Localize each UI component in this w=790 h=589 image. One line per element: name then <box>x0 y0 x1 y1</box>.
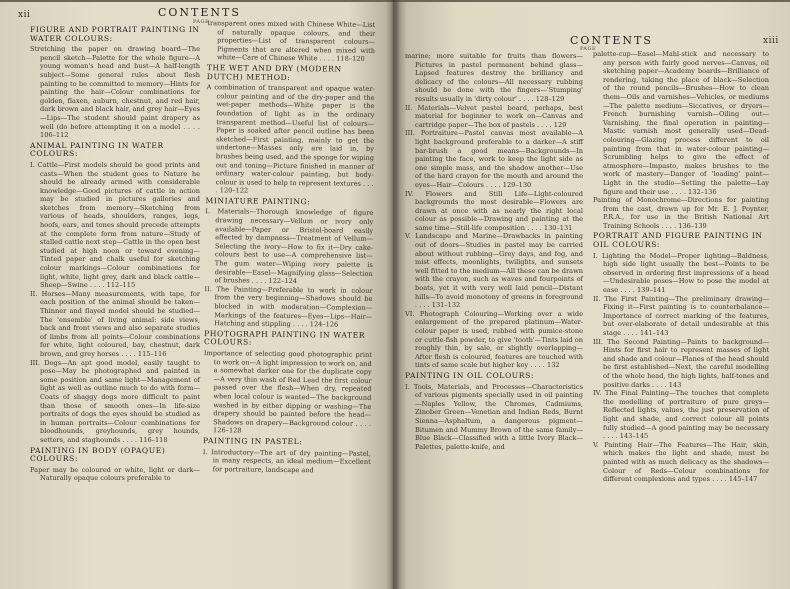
contents-entry: II. Materials—Velvet pastel board, perhaps, best material for beginner to work on—Canvas and cartridge paper—The box of pastels . . . . 129 <box>405 103 583 129</box>
book-spine <box>386 0 400 589</box>
section-heading: FIGURE AND PORTRAIT PAINTING IN WATER COLOURS: <box>30 25 200 43</box>
contents-entry: Importance of selecting good photographic print to work on—A light impression to work on, and a somewhat darker one for the duplicate copy—A very thin wash of Red Lead the first colour passed over the flesh—When dry, repeated when local colour is wanted—The background washed in by either dipping or washing—The drapery should be painted before the head—Shadows on drapery—Background colour . . . . 126–128 <box>203 349 372 435</box>
left-column-1 <box>30 24 200 483</box>
section-heading: PAINTING IN BODY (OPAQUE) COLOURS: <box>30 445 166 464</box>
contents-entry: II. Horses—Many measurements, with tape, for each position of the animal should be taken—Thinner and flayed model should be studied—The 'ensemble' of living animal: side views, back and front views and also separate studies of limbs from all points—Colour combinations for white, light coloured, bay, chestnut, dark brown, and grey horses . . . . 115–116 <box>30 289 200 358</box>
contents-entry: palette-cup—Easel—Mahl-stick and necessary to any person with fairly good nerves—Canvas, oil sketching paper—Academy boards—Brilliance of rendering, taking the place of black—Selection of the round pencils—Brushes—How to clean them—Oils and varnishes—Vehicles, or mediums—The palette medium—Siccatives, or dryers—French burnishing varnish—Oiling out—Varnishing, the final operation in painting—Mastic varnish most generally used—Dead-colouring—Glazing process different to oil painting from that in water-colour painting—Scrumbling helps to give the effect of atmosphere—Impasto, makes brushes to the work of mastery—Danger of 'loading' paint—Light in the studio—Setting the palette—Lay figure and their use . . . . 132–136 <box>593 50 769 196</box>
contents-entry: Paper may be coloured or white, light or dark—Naturally opaque colours preferable to <box>30 465 200 483</box>
contents-entry: Stretching the paper on drawing board—The pencil sketch—Palette for the whole figure—A young woman's head and bust—A half-length subject—Some general rules about flesh painting to be committed to memory—Hints for painting the hair—Colour combinations for golden, flaxen, auburn, chestnut, and red hair, dark brown and black hair, and grey hair—Eyes—Lips—The student should paint drapery as well (do before attempting it on a model . . . . 106–112 <box>30 45 200 140</box>
section-heading: MINIATURE PAINTING: <box>205 195 311 207</box>
right-column-1 <box>405 52 583 451</box>
contents-entry: marine; more suitable for fruits than flowers—Pictures in pastel permanent behind glass—Lapsed features destroy the brilliancy and delicacy of the colours—All necessary rubbing should be done with the fingers—'Stumping' results usually in 'dirty colour' . . . . 128–129 <box>405 52 583 103</box>
contents-entry: IV. The Final Painting—The touches that complete the modelling of portraiture of pure greys—Reflected lights, values, the just preservation of light and shade, and correct colour all points fully studied—A good painting may be necessary . . . . 143–145 <box>593 389 769 441</box>
right-column-2 <box>593 50 769 484</box>
contents-entry: V. Painting Hair—The Features—The Hair, skin, which makes the light and shade, must be painted with as much delicacy as the shadows—Colour of Reds—Colour combinations for different complexions and types . . . . 145–147 <box>593 440 769 484</box>
contents-entry: I. Tools, Materials, and Processes—Characteristics of various pigments specially used in oil painting—Naples Yellow, the Chromes, Cadmiums, Zinober Green—Venetian and Indian Reds, Burnt Sienna—Asphaltum, a dangerous pigment—Bitumen and Mummy Brown of the same family—Blue Black—Classified with a little Ivory Black—Palettes, palette-knife, and <box>405 382 583 451</box>
contents-entry: Painting of Monochrome—Directions for painting from the cast, drawn up for Mr. E. J. Poynter, P.R.A., for use in the British National Art Training Schools . . . . 136–139 <box>593 196 769 230</box>
right-page-number: xiii <box>763 36 779 46</box>
contents-entry: IV. Flowers and Still Life—Light-coloured backgrounds the most desirable—Flowers are drawn at once with as nearly the right local colour as possible—Drawing and painting at the same time—Still-life composition . . . . 130–131 <box>405 189 583 232</box>
contents-entry: VI. Photograph Colouring—Working over a wide enlargement of the prepared platinum—Water-colour paper is used, rubbed with pumice-stone or cuttle-fish powder, to give 'tooth'—Tints laid on roughly thin, by sale, or slightly overlapping—After flesh is coloured, features are touched with tints of same scale but higher key . . . . 132 <box>405 309 583 370</box>
contents-entry: I. Lighting the Model—Proper lighting—Baldness, high side light usually the best—Points to be observed in ordering first impressions of a head—Undesirable poses—How to pose the model at ease . . . . 139–141 <box>593 251 769 295</box>
section-heading: PORTRAIT AND FIGURE PAINTING IN OIL COLOURS: <box>593 231 763 250</box>
right-running-head: CONTENTS <box>570 34 653 47</box>
contents-entry: III. Portraiture—Pastel canvas most available—A light background preferable to a darker—A stiff bar-brush a good means—Backgrounds—In painting the face, work to keep the light side as one simple mass, and the shadow another—Use of the hard crayon for the mouth and around the eyes—Hair—Colours . . . . 129–130 <box>405 129 583 189</box>
contents-entry: A combination of transparent and opaque water-colour painting and of the dry-paper and the wet-paper methods—White paper is the foundation of light as in the ordinary transparent method—Useful list of colours—Paper is soaked after pencil outline has been sketched—First painting, mainly to get the undertone—Masses only are laid in, by brushes being used, and the sponge for wiping out and toning—Picture finished in manner of ordinary water-colour painting, but body-colour is used to help to represent textures . . . . 120–122 <box>206 83 375 195</box>
contents-entry: I. Materials—Thorough knowledge of figure drawing necessary—Vellum or ivory only available—Paper or Bristol-board easily affected by dampness—Treatment of Vellum—Selecting the ivory—How to fix it—Dry cake-colours best to use—A comprehensive list—The gum water—Wiping ivory palette is desirable—Easel—Magnifying glass—Selection of brushes . . . . 122–124 <box>205 207 374 286</box>
section-heading: PAINTING IN OIL COLOURS: <box>405 370 535 380</box>
left-page-number: xii <box>18 10 31 20</box>
right-page-label-1: PAGE <box>580 46 597 52</box>
contents-entry: I. Introductory—The art of dry painting—Pastel, in many respects, an ideal medium—Excellent for portraiture, landscape and <box>202 447 371 474</box>
section-heading: PAINTING IN PASTEL: <box>202 436 303 447</box>
contents-entry: V. Landscape and Marine—Drawbacks in painting out of doors—Studies in pastel may be carried about without rubbing—Grey days, and fog, and mist effects, moonlights, twilights, and sunsets well fitted to the medium—All these can be drawn with the crayon, such as waves and fourpoints of boats, yet it with very well laid pencil—Distant hills—To avoid monotony of greens in foreground . . . . 131–132 <box>405 232 583 310</box>
section-heading: THE WET AND DRY (MODERN DUTCH) METHOD: <box>206 63 342 82</box>
section-heading: ANIMAL PAINTING IN WATER COLOURS: <box>30 140 164 159</box>
contents-entry: III. The Second Painting—Paints to background—Hints for first hair to represent masses of light and shade and colour—Planes of the head should be first established—Next, the careful modelling of the whole head, the high lights, half-tones and positive darks . . . . 143 <box>593 337 769 389</box>
contents-entry: II. The First Painting—The preliminary drawing—Fixing it—First painting is to counterbalance—Importance of correct marking of the features, but over-elaborate of detail undesirable at this stage . . . . 141–143 <box>593 294 769 337</box>
contents-entry: III. Dogs—An apt good model, easily taught to pose—May be photographed and painted in some position and same light—Management of light as well as outline much to do with form—Coats of shaggy dogs more difficult to paint than those of smooth ones—In life-size portraits of dogs the eyes should be studied as in human portraits—Colour combinations for bloodhounds, greyhounds, grey hounds, setters, and staghounds . . . . 116–118 <box>30 358 200 444</box>
contents-entry: transparent ones mixed with Chinese White—List of naturally opaque colours, and their properties—List of transparent colours—Pigments that are altered when mixed with white—Care of Chinese White . . . . 118–120 <box>207 19 376 64</box>
left-page-label: PAGE <box>193 19 210 25</box>
section-heading: PHOTOGRAPH PAINTING IN WATER COLOURS: <box>203 328 366 347</box>
left-running-head: CONTENTS <box>158 6 241 19</box>
contents-entry: II. The Painting—Preferable to work in colour from the very beginning—Shadows should be blocked in with moderation—Complexion—Markings of the features—Eyes—Lips—Hair—Hatching and stippling . . . . 124–126 <box>204 284 373 329</box>
contents-entry: I. Cattle—First models should be good prints and casts—When the student goes to Nature he should be already armed with considerable knowledge—Good pictures of cattle in action may be studied in pictures galleries and sketches from memory—Sketching from various of heads, shoulders, ranges, legs, hoofs, ears, and tones should precede attempts at the complete form from nature—Study of stalled cattle next step—Cattle in the open best studied at high noon or toward evening—Tinted paper and chalk useful for sketching colour markings—Colour combinations for light, white, light grey, dark and black cattle—Sheep—Swine . . . . 112–115 <box>30 160 200 290</box>
left-column-2 <box>203 19 376 475</box>
